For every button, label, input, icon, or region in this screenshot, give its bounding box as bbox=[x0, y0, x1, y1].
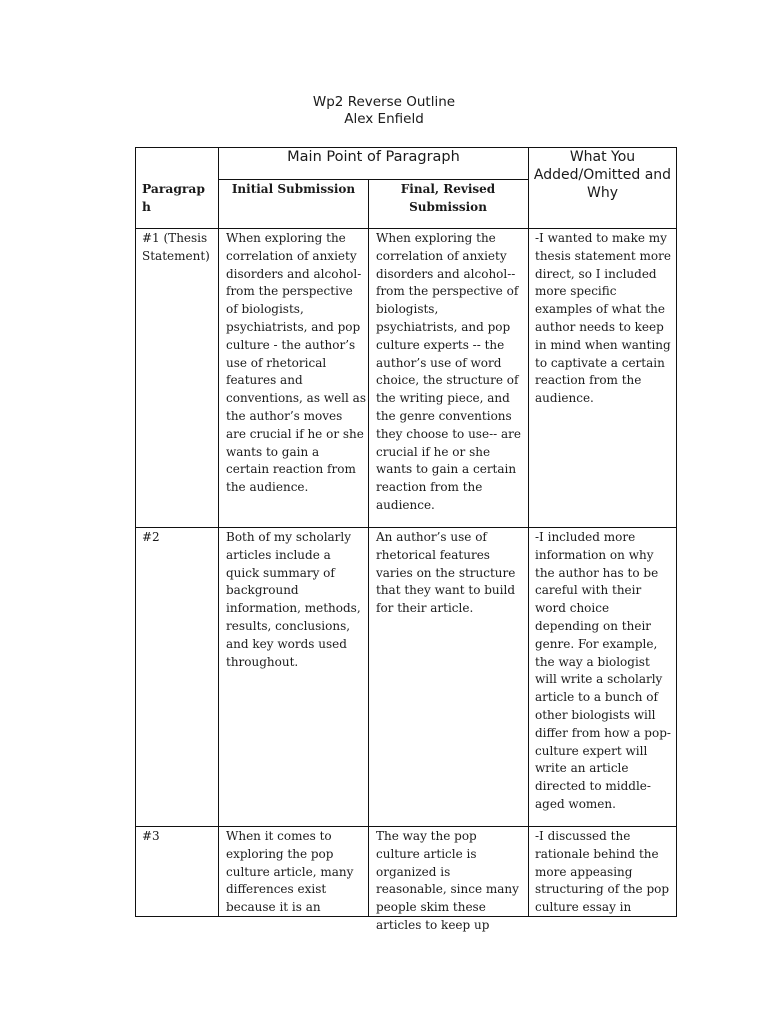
final-submission-cell: When exploring the correlation of anxiety disorders and alcohol-- from the perspective of biologists, psychiatrists, and pop culture experts -- the author’s use of word choice, the structure of the writing piece, and the genre conventions they choose to use-- are crucial if he or she wants to gain a certain reaction from the audience. bbox=[376, 231, 521, 512]
paragraph-number-cell: #1 (Thesis Statement) bbox=[142, 231, 210, 263]
document-author: Alex Enfield bbox=[344, 111, 424, 127]
added-omitted-cell: -I discussed the rationale behind the more appeasing structuring of the pop culture essay in bbox=[535, 829, 670, 915]
header-added-omitted: What You Added/Omitted and Why bbox=[533, 149, 672, 201]
final-submission-cell: The way the pop culture article is organized is reasonable, since many people skim these articles to keep up bbox=[376, 829, 519, 932]
paragraph-number-cell: #3 bbox=[142, 829, 160, 843]
final-submission-cell: An author’s use of rhetorical features varies on the structure that they want to build for their article. bbox=[376, 530, 516, 616]
added-omitted-cell: -I included more information on why the author has to be careful with their word choice depending on their genre. For example, the way a biologist will write a scholarly article to a bunch of other biologists will differ from how a pop-culture expert will write an article directed to middle-aged women. bbox=[535, 530, 671, 811]
header-paragraph: Paragrap h bbox=[142, 181, 205, 214]
initial-submission-cell: When it comes to exploring the pop culture article, many differences exist because it is an bbox=[226, 829, 354, 915]
initial-submission-cell: When exploring the correlation of anxiety disorders and alcohol- from the perspective of biologists, psychiatrists, and pop culture - the author’s use of rhetorical features and conventions, as well as the author’s moves are crucial if he or she wants to gain a certain reaction from the audience. bbox=[226, 231, 366, 495]
header-final-submission: Final, Revised Submission bbox=[400, 182, 496, 214]
document-title: Wp2 Reverse Outline bbox=[312, 94, 456, 110]
header-main-point: Main Point of Paragraph bbox=[287, 149, 460, 165]
header-initial-submission: Initial Submission bbox=[231, 182, 356, 196]
initial-submission-cell: Both of my scholarly articles include a quick summary of background information, methods, results, conclusions, and key words used throughout. bbox=[226, 530, 361, 669]
paragraph-number-cell: #2 bbox=[142, 530, 160, 544]
added-omitted-cell: -I wanted to make my thesis statement more direct, so I included more specific examples of what the author needs to keep in mind when wanting to captivate a certain reaction from the audience. bbox=[535, 231, 671, 406]
